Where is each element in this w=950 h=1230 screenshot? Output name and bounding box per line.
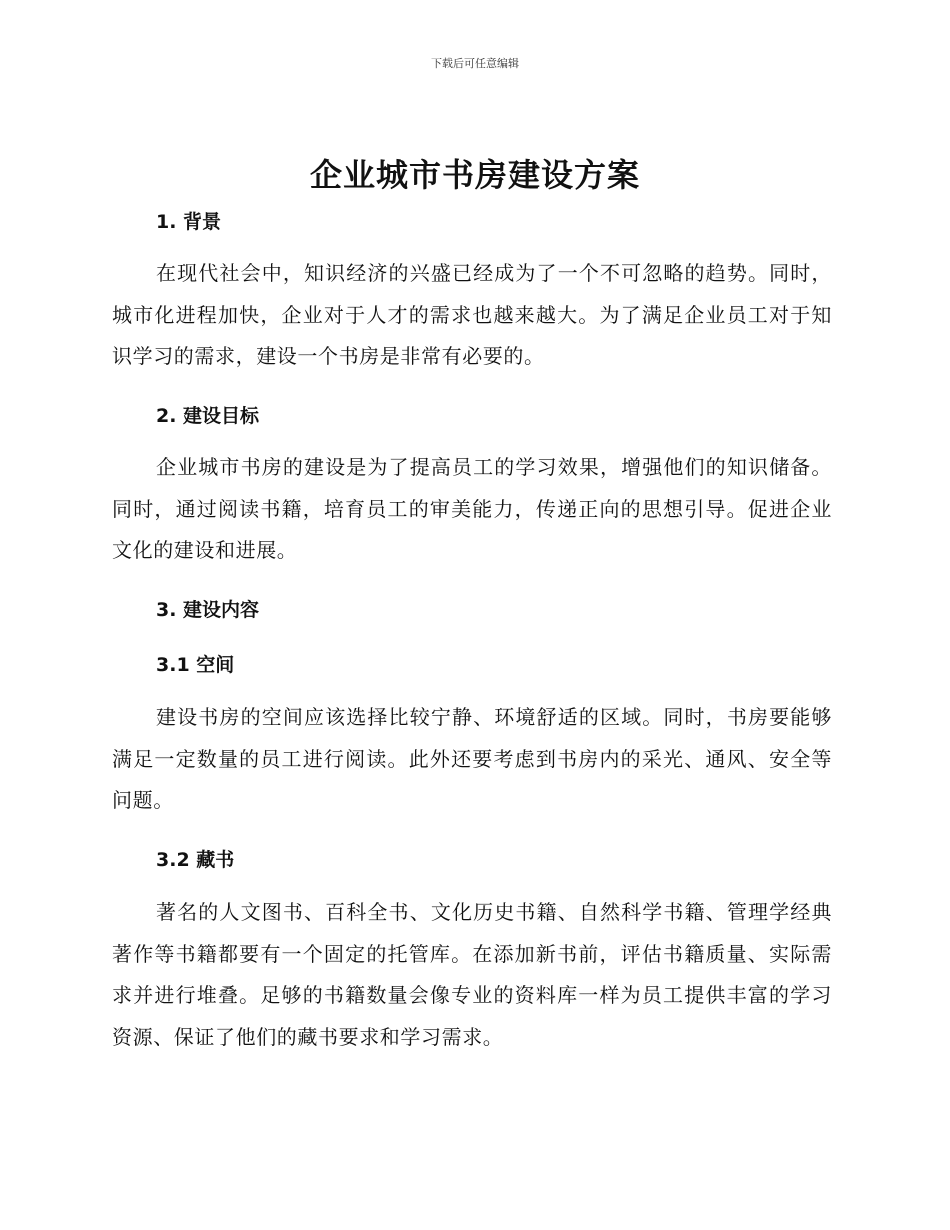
section-heading-background: 1. 背景: [156, 211, 222, 233]
section-heading-goals: 2. 建设目标: [156, 405, 260, 427]
section-heading-content: 3. 建设内容: [156, 599, 260, 621]
paragraph-goals: 企业城市书房的建设是为了提高员工的学习效果，增强他们的知识储备。同时，通过阅读书籍，培育员工的审美能力，传递正向的思想引导。促进企业文化的建设和进展。: [112, 455, 832, 562]
section-heading-space: 3.1 空间: [156, 654, 235, 676]
paragraph-collection: 著名的人文图书、百科全书、文化历史书籍、自然科学书籍、管理学经典著作等书籍都要有一个固定的托管库。在添加新书前，评估书籍质量、实际需求并进行堆叠。足够的书籍数量会像专业的资料库一样为员工提供丰富的学习资源、保证了他们的藏书要求和学习需求。: [112, 900, 832, 1049]
document-title: 企业城市书房建设方案: [309, 156, 640, 194]
paragraph-space: 建设书房的空间应该选择比较宁静、环境舒适的区域。同时，书房要能够满足一定数量的员工进行阅读。此外还要考虑到书房内的采光、通风、安全等问题。: [112, 705, 832, 812]
paragraph-background: 在现代社会中，知识经济的兴盛已经成为了一个不可忽略的趋势。同时，城市化进程加快，企业对于人才的需求也越来越大。为了满足企业员工对于知识学习的需求，建设一个书房是非常有必要的。: [112, 261, 832, 368]
section-heading-collection: 3.2 藏书: [156, 849, 235, 871]
page-header-note: 下载后可任意编辑: [431, 57, 519, 70]
